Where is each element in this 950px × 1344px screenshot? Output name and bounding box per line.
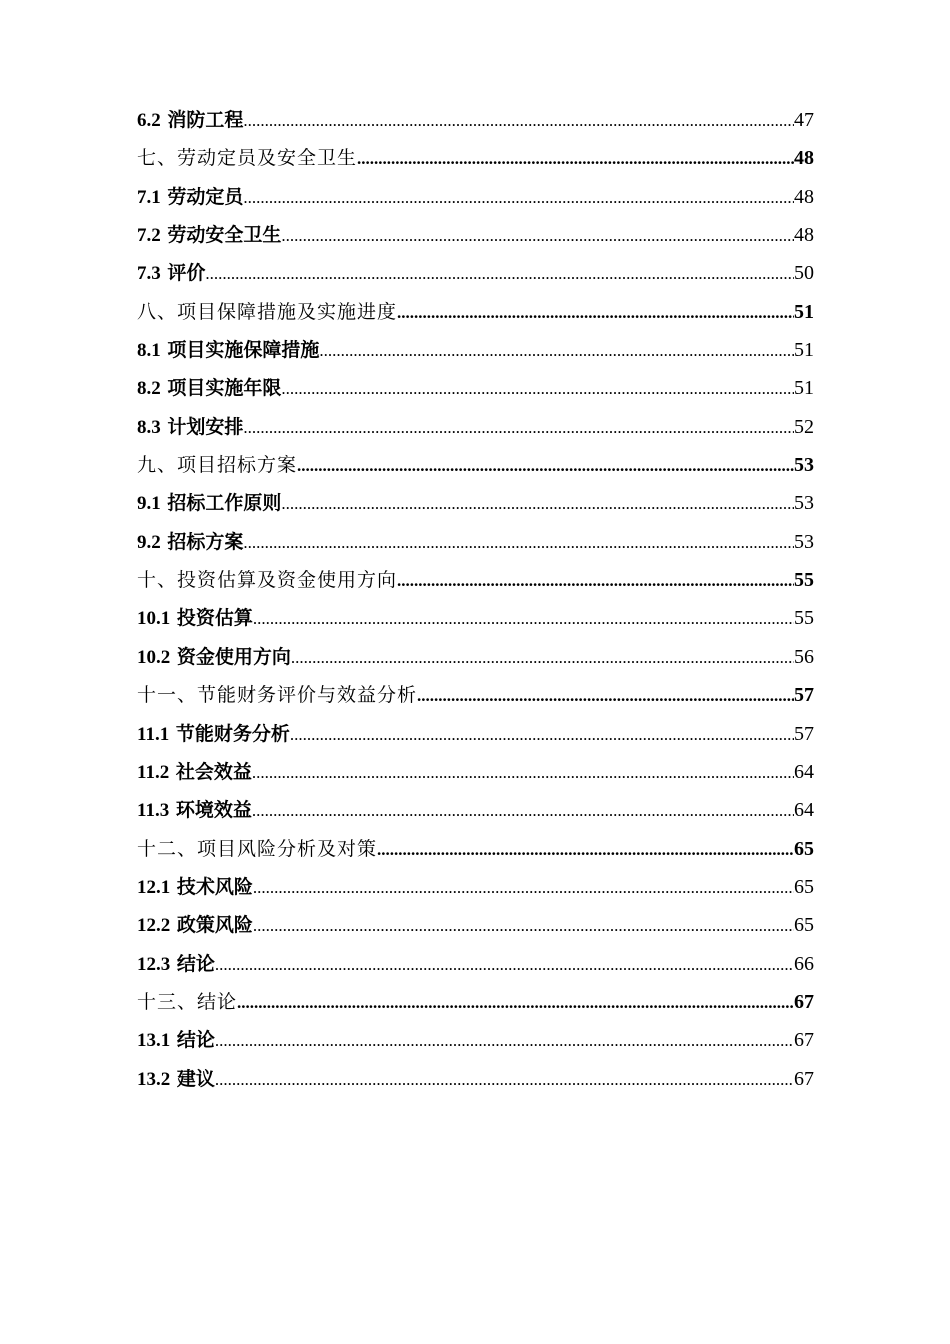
toc-entry-text: 劳动定员	[167, 185, 244, 208]
toc-entry-title	[137, 101, 243, 140]
toc-page-number: 67	[794, 990, 814, 1013]
toc-subsection-entry[interactable]	[137, 369, 814, 407]
toc-entry-text: 消防工程	[167, 109, 244, 131]
toc-page-number: 67	[794, 1067, 814, 1090]
dot-leader	[291, 639, 794, 677]
toc-page-number: 57	[794, 684, 814, 707]
toc-entry-text: 劳动安全卫生	[167, 224, 282, 247]
dot-leader	[297, 447, 794, 485]
toc-entry-title	[137, 1060, 215, 1099]
dot-leader	[243, 102, 794, 140]
toc-entry-text: 建议	[176, 1067, 215, 1090]
toc-section-entry[interactable]	[137, 293, 814, 331]
dot-leader	[290, 716, 794, 754]
toc-page-number: 48	[794, 224, 814, 247]
toc-section-entry[interactable]	[137, 561, 814, 599]
toc-entry-text: 政策风险	[176, 914, 253, 937]
toc-entry-title: 十一、节能财务评价与效益分析	[137, 684, 418, 707]
toc-entry-title	[137, 523, 243, 562]
toc-subsection-entry[interactable]	[137, 1060, 814, 1098]
toc-subsection-entry[interactable]	[137, 101, 814, 139]
toc-entry-title	[137, 408, 243, 447]
toc-entry-title	[137, 178, 243, 217]
toc-entry-text: 项目实施年限	[167, 377, 282, 400]
toc-page-number: 56	[794, 645, 814, 668]
toc-page-number: 57	[794, 722, 814, 745]
toc-entry-text: 招标工作原则	[167, 492, 282, 515]
toc-entry-number: 12.3	[137, 953, 171, 975]
dot-leader	[215, 1061, 794, 1099]
toc-entry-title: 十二、项目风险分析及对策	[137, 837, 378, 860]
toc-subsection-entry[interactable]	[137, 254, 814, 292]
toc-entry-title	[137, 484, 281, 523]
toc-page-number: 55	[794, 607, 814, 630]
dot-leader	[281, 217, 794, 255]
toc-subsection-entry[interactable]	[137, 216, 814, 254]
toc-subsection-entry[interactable]	[137, 753, 814, 791]
dot-leader	[281, 485, 794, 523]
toc-entry-title	[137, 945, 215, 984]
dot-leader	[397, 562, 794, 600]
toc-subsection-entry[interactable]	[137, 523, 814, 561]
toc-subsection-entry[interactable]	[137, 638, 814, 676]
toc-subsection-entry[interactable]	[137, 945, 814, 983]
toc-subsection-entry[interactable]	[137, 599, 814, 637]
toc-page-number: 65	[794, 875, 814, 898]
dot-leader	[243, 524, 794, 562]
toc-entry-text: 招标方案	[167, 530, 244, 553]
toc-page-number: 66	[794, 952, 814, 975]
dot-leader	[319, 332, 794, 370]
dot-leader	[252, 792, 794, 830]
toc-entry-title	[137, 331, 319, 370]
toc-page-number: 64	[794, 799, 814, 822]
dot-leader	[215, 946, 794, 984]
dot-leader	[243, 179, 794, 217]
toc-page-number: 51	[794, 377, 814, 400]
toc-entry-number: 8.2	[137, 378, 161, 400]
toc-section-entry[interactable]	[137, 983, 814, 1021]
toc-entry-title	[137, 638, 291, 677]
toc-entry-number: 8.1	[137, 340, 161, 362]
toc-page-number: 48	[794, 147, 814, 170]
toc-subsection-entry[interactable]	[137, 178, 814, 216]
toc-entry-title: 九、项目招标方案	[137, 454, 298, 477]
toc-page-number: 65	[794, 914, 814, 937]
toc-page-number: 51	[794, 300, 814, 323]
toc-subsection-entry[interactable]	[137, 331, 814, 369]
toc-entry-title	[137, 868, 253, 907]
toc-page-number: 52	[794, 415, 814, 438]
toc-subsection-entry[interactable]	[137, 484, 814, 522]
toc-subsection-entry[interactable]	[137, 906, 814, 944]
toc-page-number: 65	[794, 837, 814, 860]
toc-entry-number: 8.3	[137, 416, 161, 438]
toc-section-entry[interactable]	[137, 676, 814, 714]
toc-entry-title	[137, 715, 290, 754]
toc-subsection-entry[interactable]	[137, 791, 814, 829]
toc-entry-number: 11.2	[137, 761, 170, 783]
toc-entry-number: 10.1	[137, 608, 171, 630]
toc-entry-title	[137, 791, 252, 830]
toc-entry-number: 7.1	[137, 186, 161, 208]
dot-leader	[377, 831, 794, 869]
toc-section-entry[interactable]	[137, 830, 814, 868]
dot-leader	[205, 255, 794, 293]
toc-subsection-entry[interactable]	[137, 868, 814, 906]
toc-page-number: 47	[794, 109, 814, 131]
toc-entry-number: 10.2	[137, 646, 171, 668]
toc-subsection-entry[interactable]	[137, 408, 814, 446]
toc-subsection-entry[interactable]	[137, 715, 814, 753]
toc-entry-number: 6.2	[137, 110, 161, 131]
toc-page-number: 64	[794, 760, 814, 783]
toc-entry-title	[137, 906, 253, 945]
toc-entry-text: 技术风险	[176, 875, 253, 898]
table-of-contents	[137, 101, 814, 1098]
toc-page-number: 53	[794, 492, 814, 515]
dot-leader	[253, 869, 794, 907]
toc-entry-number: 13.1	[137, 1030, 171, 1052]
toc-entry-title	[137, 1021, 215, 1060]
toc-entry-text: 结论	[176, 952, 215, 975]
toc-entry-number: 7.3	[137, 263, 161, 285]
toc-entry-text: 节能财务分析	[175, 722, 290, 745]
toc-subsection-entry[interactable]	[137, 1021, 814, 1059]
dot-leader	[243, 409, 794, 447]
toc-entry-title	[137, 216, 281, 255]
toc-entry-number: 9.2	[137, 531, 161, 553]
toc-entry-number: 12.2	[137, 915, 171, 937]
dot-leader	[417, 677, 794, 715]
toc-entry-title	[137, 599, 253, 638]
toc-entry-title: 十三、结论	[137, 990, 238, 1013]
toc-page-number: 51	[794, 339, 814, 362]
toc-entry-title	[137, 369, 281, 408]
toc-entry-number: 7.2	[137, 225, 161, 247]
dot-leader	[252, 754, 794, 792]
toc-page-number: 50	[794, 262, 814, 285]
dot-leader	[281, 370, 794, 408]
toc-entry-text: 结论	[176, 1029, 215, 1052]
dot-leader	[237, 984, 794, 1022]
toc-entry-text: 环境效益	[175, 799, 252, 822]
toc-entry-number: 11.1	[137, 723, 170, 745]
toc-section-entry[interactable]	[137, 139, 814, 177]
toc-section-entry[interactable]	[137, 446, 814, 484]
dot-leader	[253, 600, 794, 638]
toc-entry-text: 项目实施保障措施	[167, 339, 320, 362]
dot-leader	[397, 294, 794, 332]
toc-entry-text: 投资估算	[176, 607, 253, 630]
toc-entry-title	[137, 753, 252, 792]
toc-page-number: 48	[794, 185, 814, 208]
toc-entry-number: 13.2	[137, 1068, 171, 1090]
toc-entry-text: 社会效益	[175, 760, 252, 783]
toc-entry-text: 评价	[167, 262, 206, 285]
toc-entry-title: 十、投资估算及资金使用方向	[137, 569, 398, 592]
dot-leader	[253, 907, 794, 945]
toc-page-number: 53	[794, 530, 814, 553]
toc-entry-number: 12.1	[137, 876, 171, 898]
toc-entry-text: 资金使用方向	[176, 645, 291, 668]
dot-leader	[357, 140, 794, 178]
toc-entry-title: 八、项目保障措施及实施进度	[137, 300, 398, 323]
toc-entry-title: 七、劳动定员及安全卫生	[137, 147, 358, 170]
toc-entry-text: 计划安排	[167, 415, 244, 438]
toc-page-number: 55	[794, 569, 814, 592]
toc-entry-title	[137, 254, 205, 293]
toc-page-number: 53	[794, 454, 814, 477]
toc-entry-number: 11.3	[137, 800, 170, 822]
dot-leader	[215, 1022, 794, 1060]
toc-entry-number: 9.1	[137, 493, 161, 515]
toc-page-number: 67	[794, 1029, 814, 1052]
